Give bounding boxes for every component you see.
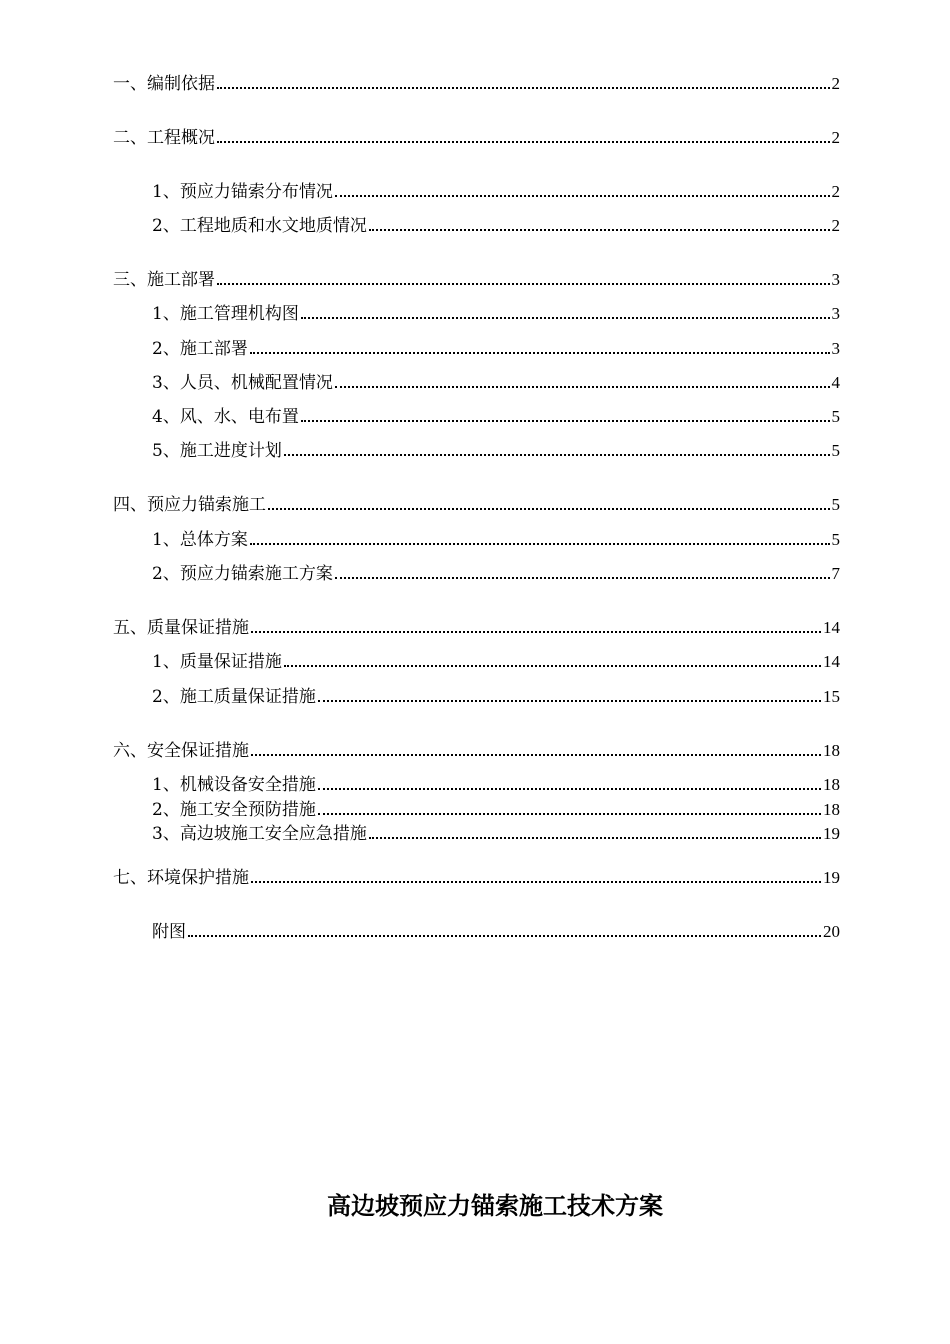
toc-page-number: 5 <box>831 407 840 426</box>
toc-leader-dots <box>268 506 830 510</box>
toc-page-number: 3 <box>831 339 840 358</box>
toc-page-number: 2 <box>831 216 840 235</box>
toc-entry[interactable] <box>152 921 840 943</box>
toc-page-number: 14 <box>823 618 840 637</box>
toc-entry[interactable] <box>152 303 840 325</box>
toc-page-number: 19 <box>823 824 840 843</box>
toc-leader-dots <box>335 193 830 197</box>
toc-label: 三、施工部署 <box>113 270 215 290</box>
toc-leader-dots <box>284 452 830 456</box>
toc-page-number: 2 <box>831 74 840 93</box>
toc-leader-dots <box>335 384 830 388</box>
toc-leader-dots <box>284 663 821 667</box>
toc-page-number: 2 <box>831 128 840 147</box>
toc-leader-dots <box>369 835 821 839</box>
toc-leader-dots <box>250 541 830 545</box>
toc-page-number: 20 <box>823 922 840 941</box>
toc-page-number: 5 <box>831 530 840 549</box>
toc-label: 1、质量保证措施 <box>152 652 282 672</box>
toc-entry[interactable] <box>113 740 840 762</box>
document-title: 高边坡预应力锚索施工技术方案 <box>327 1191 663 1220</box>
toc-leader-dots <box>217 139 830 143</box>
toc-leader-dots <box>251 879 821 883</box>
toc-label: 2、预应力锚索施工方案 <box>152 564 333 584</box>
toc-label: 3、高边坡施工安全应急措施 <box>152 824 367 844</box>
toc-entry[interactable] <box>152 372 840 394</box>
toc-entry[interactable] <box>152 215 840 237</box>
toc-label: 1、施工管理机构图 <box>152 304 299 324</box>
toc-entry[interactable] <box>113 269 840 291</box>
toc-label: 附图 <box>152 922 186 942</box>
toc-leader-dots <box>369 227 830 231</box>
toc-entry[interactable] <box>152 181 840 203</box>
toc-leader-dots <box>188 933 821 937</box>
toc-label: 1、总体方案 <box>152 530 248 550</box>
toc-entry[interactable] <box>113 494 840 516</box>
toc-leader-dots <box>301 315 830 319</box>
toc-page-number: 5 <box>831 441 840 460</box>
toc-entry[interactable] <box>113 127 840 149</box>
toc-label: 1、预应力锚索分布情况 <box>152 182 333 202</box>
toc-entry[interactable] <box>152 799 840 821</box>
toc-label: 五、质量保证措施 <box>113 618 249 638</box>
toc-entry[interactable] <box>113 617 840 639</box>
toc-entry[interactable] <box>152 563 840 585</box>
toc-leader-dots <box>318 811 821 815</box>
toc-label: 七、环境保护措施 <box>113 868 249 888</box>
toc-leader-dots <box>250 350 830 354</box>
toc-leader-dots <box>335 575 830 579</box>
toc-label: 一、编制依据 <box>113 74 215 94</box>
toc-entry[interactable] <box>113 867 840 889</box>
toc-leader-dots <box>301 418 830 422</box>
toc-label: 2、施工安全预防措施 <box>152 800 316 820</box>
toc-page-number: 5 <box>831 495 840 514</box>
toc-leader-dots <box>217 85 830 89</box>
toc-label: 六、安全保证措施 <box>113 741 249 761</box>
toc-label: 四、预应力锚索施工 <box>113 495 266 515</box>
toc-page-number: 18 <box>823 741 840 760</box>
toc-label: 4、风、水、电布置 <box>152 407 299 427</box>
toc-label: 3、人员、机械配置情况 <box>152 373 333 393</box>
toc-leader-dots <box>251 752 821 756</box>
toc-entry[interactable] <box>152 774 840 796</box>
toc-entry[interactable] <box>113 73 840 95</box>
toc-leader-dots <box>217 281 830 285</box>
toc-label: 2、工程地质和水文地质情况 <box>152 216 367 236</box>
toc-entry[interactable] <box>152 406 840 428</box>
toc-label: 2、施工部署 <box>152 339 248 359</box>
toc-page-number: 18 <box>823 775 840 794</box>
toc-label: 5、施工进度计划 <box>152 441 282 461</box>
toc-entry[interactable] <box>152 651 840 673</box>
toc-entry[interactable] <box>152 529 840 551</box>
toc-entry[interactable] <box>152 338 840 360</box>
toc-page-number: 3 <box>831 270 840 289</box>
toc-entry[interactable] <box>152 823 840 845</box>
toc-page-number: 14 <box>823 652 840 671</box>
toc-page-number: 7 <box>831 564 840 583</box>
toc-leader-dots <box>318 698 821 702</box>
toc-page-number: 3 <box>831 304 840 323</box>
toc-page-number: 2 <box>831 182 840 201</box>
toc-entry[interactable] <box>152 440 840 462</box>
toc-leader-dots <box>318 786 821 790</box>
toc-page-number: 18 <box>823 800 840 819</box>
toc-page-number: 19 <box>823 868 840 887</box>
toc-page-number: 15 <box>823 687 840 706</box>
toc-leader-dots <box>251 629 821 633</box>
toc-page-number: 4 <box>831 373 840 392</box>
toc-label: 二、工程概况 <box>113 128 215 148</box>
toc-label: 1、机械设备安全措施 <box>152 775 316 795</box>
toc-entry[interactable] <box>152 686 840 708</box>
toc-label: 2、施工质量保证措施 <box>152 687 316 707</box>
